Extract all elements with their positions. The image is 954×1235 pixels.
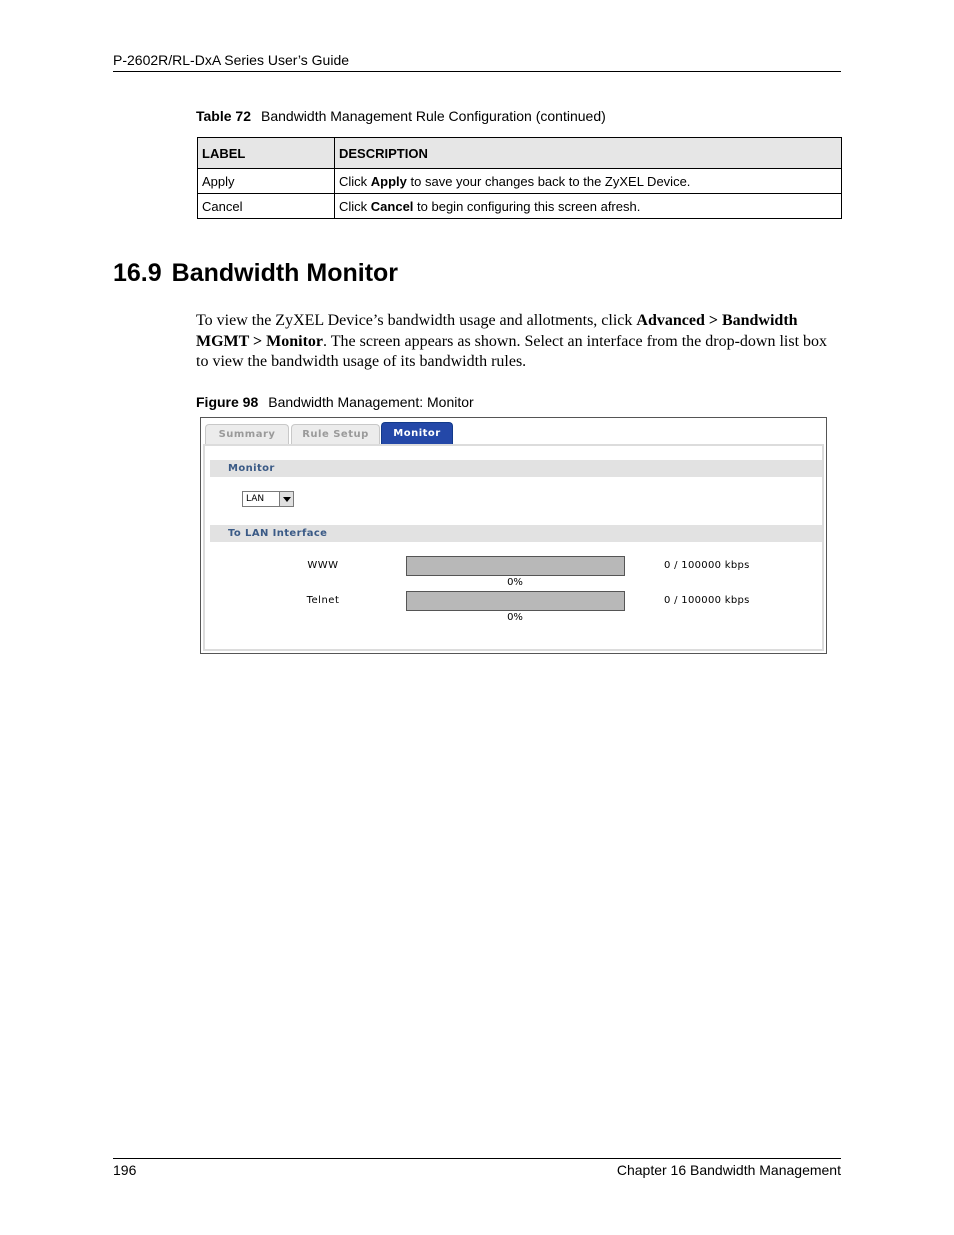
row-label: Cancel	[198, 194, 335, 219]
tab-monitor[interactable]: Monitor	[381, 422, 453, 445]
section-number: 16.9	[113, 259, 162, 287]
tab-summary[interactable]: Summary	[205, 424, 289, 444]
usage-percent-telnet: 0%	[507, 612, 523, 623]
usage-bar-www	[406, 556, 625, 576]
usage-percent-www: 0%	[507, 577, 523, 588]
column-header-description: DESCRIPTION	[335, 138, 842, 169]
figure-caption-label: Figure 98	[196, 394, 259, 410]
figure-caption	[196, 394, 474, 410]
tab-rule-setup[interactable]: Rule Setup	[291, 424, 380, 444]
table-row	[198, 194, 842, 219]
row-description: Click Cancel to begin configuring this screen afresh.	[335, 194, 842, 219]
table-row	[198, 169, 842, 194]
page-number: 196	[113, 1162, 137, 1178]
section-title: Bandwidth Monitor	[171, 259, 399, 287]
usage-rate-telnet: 0 / 100000 kbps	[664, 595, 750, 606]
intro-paragraph: To view the ZyXEL Device’s bandwidth usage and allotments, click Advanced > Bandwidth MGMT > Monitor. The screen appears as shown. Select an interface from the drop-down list box to view the bandwidth usage of its bandwidth rules.	[196, 312, 828, 370]
chevron-down-icon[interactable]	[279, 492, 293, 506]
monitor-section-bar: Monitor	[210, 460, 822, 477]
rule-name-www: WWW	[307, 560, 339, 571]
interface-section-bar: To LAN Interface	[210, 525, 822, 542]
usage-bar-telnet	[406, 591, 625, 611]
table-header-row	[198, 138, 842, 169]
interface-select[interactable]	[242, 491, 294, 507]
rule-configuration-table	[197, 137, 842, 219]
column-header-label: LABEL	[198, 138, 335, 169]
table-caption-label: Table 72	[196, 108, 251, 124]
usage-rate-www: 0 / 100000 kbps	[664, 560, 750, 571]
row-description: Click Apply to save your changes back to the ZyXEL Device.	[335, 169, 842, 194]
section-heading	[113, 259, 398, 288]
figure-caption-text: Bandwidth Management: Monitor	[268, 394, 474, 410]
header-rule	[113, 71, 841, 72]
rule-name-telnet: Telnet	[306, 595, 340, 606]
interface-select-value: LAN	[246, 494, 265, 504]
running-header: P-2602R/RL-DxA Series User’s Guide	[113, 52, 350, 68]
monitor-screenshot	[200, 417, 827, 654]
monitor-panel	[203, 444, 824, 651]
table-caption	[196, 108, 606, 124]
row-label: Apply	[198, 169, 335, 194]
footer-chapter: Chapter 16 Bandwidth Management	[616, 1162, 841, 1178]
table-caption-text: Bandwidth Management Rule Configuration (continued)	[261, 108, 606, 124]
footer-rule	[113, 1158, 841, 1159]
